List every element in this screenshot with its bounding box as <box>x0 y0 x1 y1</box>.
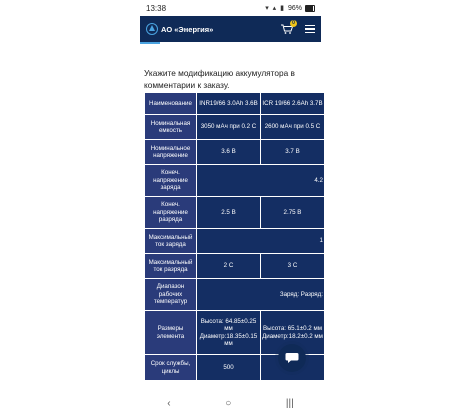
cell-value: ICR 19/66 2.6Ah 3.7В <box>261 93 325 115</box>
table-row <box>145 140 325 165</box>
table-row <box>145 229 325 254</box>
cell-value: 3050 мАч при 0.2 С <box>197 115 261 140</box>
cell-value: 2.75 В <box>261 197 325 229</box>
cell-value: 1 <box>197 229 325 254</box>
cart-count-badge: 0 <box>290 20 297 27</box>
table-row <box>145 279 325 311</box>
cart-button[interactable] <box>281 20 295 34</box>
cell-value: 4.2 <box>197 165 325 197</box>
battery-icon <box>305 5 315 12</box>
row-label: Максимальный ток заряда <box>145 229 197 254</box>
energia-logo-icon <box>146 23 158 35</box>
row-label: Размеры элемента <box>145 311 197 355</box>
cell-value: 3.7 В <box>261 140 325 165</box>
site-header <box>140 16 321 42</box>
row-label: Срок службы, циклы <box>145 355 197 381</box>
intro-text: Укажите модификацию аккумулятора в комментарии к заказу. <box>144 68 295 90</box>
home-icon[interactable]: ○ <box>225 398 232 409</box>
row-label: Диапазон рабочих температур <box>145 279 197 311</box>
status-bar <box>140 0 321 16</box>
recents-icon[interactable]: ||| <box>285 398 294 409</box>
row-label: Конеч. напряжение разряда <box>145 197 197 229</box>
cell-value: 2600 мАч при 0.5 С <box>261 115 325 140</box>
status-icons <box>265 4 315 12</box>
status-time: 13:38 <box>146 3 167 13</box>
cell-value: Заряд: Разряд: <box>197 279 325 311</box>
android-nav-bar <box>140 392 321 415</box>
cell-value: 2.5 В <box>197 197 261 229</box>
table-row <box>145 165 325 197</box>
cell-value: Высота: 64.85±0.25 мм Диаметр:18.35±0.15 мм <box>197 311 261 355</box>
row-label: Номинальное напряжение <box>145 140 197 165</box>
back-icon[interactable]: ‹ <box>167 398 171 409</box>
header-underline <box>140 42 160 44</box>
table-row <box>145 93 325 115</box>
row-label: Наименование <box>145 93 197 115</box>
cell-value: 3 С <box>261 254 325 279</box>
logo-text: АО «Энергия» <box>161 24 214 34</box>
cell-value: INR19/66 3.0Ah 3.6В <box>197 93 261 115</box>
cell-value: Высота: 65.1±0.2 мм Диаметр:18.2±0.2 мм <box>261 311 325 355</box>
table-row <box>145 197 325 229</box>
logo[interactable] <box>146 23 213 35</box>
cell-value: 3.6 В <box>197 140 261 165</box>
chat-button[interactable] <box>278 344 306 372</box>
row-label: Номинальная емкость <box>145 115 197 140</box>
row-label: Максимальный ток разряда <box>145 254 197 279</box>
specs-table <box>144 92 324 381</box>
header-actions <box>281 20 315 34</box>
cell-value: 500 <box>197 355 261 381</box>
hamburger-menu-icon[interactable] <box>305 25 315 33</box>
chat-icon <box>285 352 299 364</box>
cell-value: 2 С <box>197 254 261 279</box>
signal-wifi-icons: ▾ ▴ ▮ <box>265 5 285 12</box>
battery-percent: 96% <box>287 4 302 12</box>
table-row <box>145 115 325 140</box>
table-row <box>145 254 325 279</box>
row-label: Конеч. напряжение заряда <box>145 165 197 197</box>
